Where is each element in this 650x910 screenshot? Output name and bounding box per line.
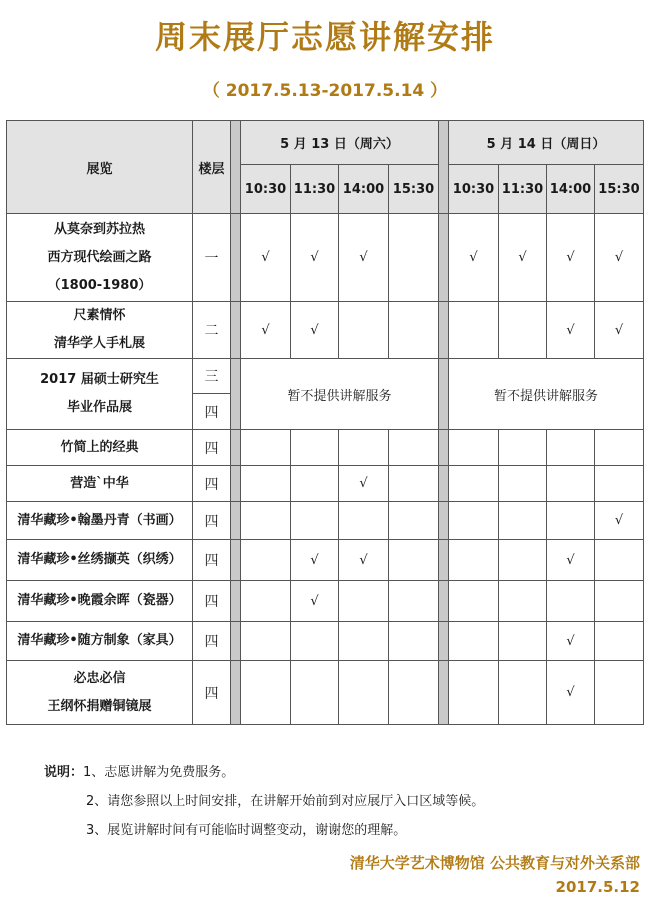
exhibition-line: 2017 届硕士研究生: [40, 372, 159, 387]
slot-cell: [595, 540, 644, 581]
slot-cell: [499, 502, 547, 540]
page-title: 周末展厅志愿讲解安排: [154, 18, 495, 56]
slot-cell: [339, 540, 389, 581]
slot-cell: [389, 502, 439, 540]
slot-cell: [547, 540, 595, 581]
checkmark-icon: √: [310, 593, 319, 609]
notes-section: [44, 758, 484, 845]
floor-cell: 二: [193, 302, 231, 359]
exhibition-line: （1800-1980）: [47, 277, 152, 293]
column-separator: [231, 302, 241, 359]
checkmark-icon: √: [614, 513, 624, 528]
exhibition-name: [7, 430, 193, 466]
floor-cell: 四: [193, 502, 231, 540]
slot-cell: [389, 540, 439, 581]
slot-cell: [449, 214, 499, 302]
slot-cell: [389, 302, 439, 359]
checkmark-icon: √: [359, 552, 368, 568]
slot-cell: [449, 661, 499, 725]
slot-cell: [291, 502, 339, 540]
note-text: 1、志愿讲解为免费服务。: [83, 765, 235, 780]
floor-cell: 四: [193, 622, 231, 661]
slot-cell: [389, 581, 439, 622]
table-row: [7, 661, 644, 725]
floor-cell: 四: [193, 581, 231, 622]
header-floor: 楼层: [193, 121, 231, 214]
exhibition-name: [7, 302, 193, 359]
column-separator: [439, 502, 449, 540]
time-header: 11:30: [291, 165, 339, 214]
table-row: [7, 502, 644, 540]
exhibition-name: [7, 661, 193, 725]
table-row: [7, 581, 644, 622]
checkmark-icon: √: [614, 250, 624, 265]
slot-cell: [291, 302, 339, 359]
exhibition-name: [7, 466, 193, 502]
slot-cell: [595, 466, 644, 502]
checkmark-icon: √: [566, 552, 575, 568]
time-header: 14:00: [547, 165, 595, 214]
floor-cell: 一: [193, 214, 231, 302]
exhibition-name: [7, 581, 193, 622]
header-exhibition: 展览: [7, 121, 193, 214]
column-separator: [231, 540, 241, 581]
column-separator: [231, 502, 241, 540]
slot-cell: [389, 622, 439, 661]
checkmark-icon: √: [469, 250, 478, 265]
column-separator: [231, 466, 241, 502]
slot-cell: [547, 622, 595, 661]
slot-cell: [595, 302, 644, 359]
checkmark-icon: √: [614, 322, 624, 338]
slot-cell: [241, 661, 291, 725]
exhibition-line: 毕业作品展: [66, 400, 132, 415]
slot-cell: [595, 502, 644, 540]
column-separator: [231, 359, 241, 430]
slot-cell: [595, 430, 644, 466]
exhibition-line: 王纲怀捐赠铜镜展: [47, 698, 152, 714]
column-separator: [231, 121, 241, 214]
slot-cell: [595, 622, 644, 661]
slot-cell: [339, 661, 389, 725]
time-header: 15:30: [595, 165, 644, 214]
slot-cell: [449, 302, 499, 359]
slot-cell: [499, 430, 547, 466]
slot-cell: [449, 622, 499, 661]
slot-cell: [291, 430, 339, 466]
footer-date: 2017.5.12: [555, 878, 640, 896]
table-row: [7, 430, 644, 466]
checkmark-icon: √: [566, 633, 575, 649]
column-separator: [439, 121, 449, 214]
slot-cell: [547, 214, 595, 302]
column-separator: [231, 661, 241, 725]
date-range-subtitle: （ 2017.5.13-2017.5.14 ）: [202, 81, 448, 101]
slot-cell: [339, 466, 389, 502]
slot-cell: [547, 430, 595, 466]
slot-cell: [241, 540, 291, 581]
slot-cell: [291, 581, 339, 622]
checkmark-icon: √: [359, 250, 368, 265]
exhibition-name: [7, 502, 193, 540]
exhibition-line: 竹简上的经典: [60, 439, 139, 455]
checkmark-icon: √: [310, 322, 319, 338]
exhibition-line: 清华学人手札展: [53, 336, 145, 351]
slot-cell: [241, 622, 291, 661]
exhibition-line: 尺素情怀: [73, 308, 126, 323]
column-separator: [439, 359, 449, 430]
slot-cell: [339, 622, 389, 661]
time-header: 11:30: [499, 165, 547, 214]
exhibition-line: 营造`中华: [70, 475, 129, 491]
slot-cell: [339, 302, 389, 359]
slot-cell: [449, 581, 499, 622]
column-separator: [439, 466, 449, 502]
slot-cell: [241, 581, 291, 622]
slot-cell: [339, 581, 389, 622]
slot-cell: [499, 622, 547, 661]
checkmark-icon: √: [310, 250, 319, 265]
exhibition-line: 清华藏珍•翰墨丹青（书画）: [17, 512, 182, 528]
slot-cell: [547, 502, 595, 540]
note-item: [44, 758, 484, 787]
column-separator: [439, 540, 449, 581]
slot-cell: [389, 661, 439, 725]
slot-cell: [291, 661, 339, 725]
slot-cell: [499, 466, 547, 502]
slot-cell: [389, 430, 439, 466]
slot-cell: [595, 214, 644, 302]
slot-cell: [449, 540, 499, 581]
checkmark-icon: √: [566, 685, 575, 700]
slot-cell: [389, 214, 439, 302]
exhibition-line: 从莫奈到苏拉热: [53, 221, 145, 237]
slot-cell: [291, 214, 339, 302]
column-separator: [231, 622, 241, 661]
exhibition-line: 清华藏珍•随方制象（家具）: [17, 633, 182, 648]
column-separator: [439, 661, 449, 725]
time-header: 10:30: [449, 165, 499, 214]
slot-cell: [547, 581, 595, 622]
note-item: [44, 787, 484, 816]
column-separator: [439, 581, 449, 622]
floor-cell: 四: [193, 661, 231, 725]
slot-cell: [241, 466, 291, 502]
column-separator: [231, 214, 241, 302]
time-header: 15:30: [389, 165, 439, 214]
checkmark-icon: √: [566, 250, 575, 265]
exhibition-name: [7, 540, 193, 581]
slot-cell: [595, 661, 644, 725]
slot-cell: [499, 214, 547, 302]
header-day-2: 5 月 14 日（周日）: [449, 121, 644, 165]
slot-cell: [339, 214, 389, 302]
time-header: 14:00: [339, 165, 389, 214]
table-row: [7, 466, 644, 502]
slot-cell: [339, 430, 389, 466]
header-day-1: 5 月 13 日（周六）: [241, 121, 439, 165]
slot-cell: [241, 214, 291, 302]
slot-cell: [499, 540, 547, 581]
floor-cell: 四: [193, 466, 231, 502]
floor-cell: 四: [193, 540, 231, 581]
exhibition-name: [7, 359, 193, 430]
slot-cell: [547, 661, 595, 725]
slot-cell: [595, 581, 644, 622]
table-row: [7, 622, 644, 661]
no-service-cell: 暂不提供讲解服务: [241, 359, 439, 430]
time-header: 10:30: [241, 165, 291, 214]
note-text: 2、请您参照以上时间安排，在讲解开始前到对应展厅入口区域等候。: [86, 794, 485, 809]
checkmark-icon: √: [359, 476, 368, 491]
slot-cell: [547, 302, 595, 359]
exhibition-line: 西方现代绘画之路: [47, 249, 152, 265]
floor-cell: 三: [193, 359, 231, 394]
note-text: 3、展览讲解时间有可能临时调整变动，谢谢您的理解。: [86, 823, 407, 838]
no-service-cell: 暂不提供讲解服务: [449, 359, 644, 430]
slot-cell: [449, 502, 499, 540]
slot-cell: [241, 502, 291, 540]
checkmark-icon: √: [261, 322, 270, 338]
column-separator: [439, 214, 449, 302]
slot-cell: [241, 302, 291, 359]
column-separator: [231, 430, 241, 466]
slot-cell: [449, 430, 499, 466]
exhibition-line: 必忠必信: [73, 670, 126, 686]
checkmark-icon: √: [566, 322, 575, 338]
slot-cell: [291, 622, 339, 661]
table-row: [7, 302, 644, 359]
slot-cell: [499, 581, 547, 622]
floor-cell: 四: [193, 430, 231, 466]
slot-cell: [241, 430, 291, 466]
table-row: [7, 540, 644, 581]
footer-organization: 清华大学艺术博物馆 公共教育与对外关系部: [349, 854, 640, 872]
slot-cell: [449, 466, 499, 502]
schedule-table: [6, 120, 644, 725]
column-separator: [439, 302, 449, 359]
slot-cell: [291, 540, 339, 581]
checkmark-icon: √: [518, 250, 527, 265]
slot-cell: [499, 661, 547, 725]
exhibition-line: 清华藏珍•晚霞余晖（瓷器）: [17, 593, 182, 608]
checkmark-icon: √: [310, 552, 319, 568]
column-separator: [231, 581, 241, 622]
slot-cell: [499, 302, 547, 359]
notes-label: 说明：: [44, 765, 84, 780]
checkmark-icon: √: [261, 250, 270, 265]
exhibition-name: [7, 214, 193, 302]
slot-cell: [389, 466, 439, 502]
slot-cell: [291, 466, 339, 502]
column-separator: [439, 430, 449, 466]
exhibition-line: 清华藏珍•丝绣撷英（织绣）: [17, 552, 182, 567]
exhibition-name: [7, 622, 193, 661]
slot-cell: [339, 502, 389, 540]
column-separator: [439, 622, 449, 661]
table-row: [7, 214, 644, 302]
note-item: [44, 816, 484, 845]
floor-cell: 四: [193, 394, 231, 430]
slot-cell: [547, 466, 595, 502]
